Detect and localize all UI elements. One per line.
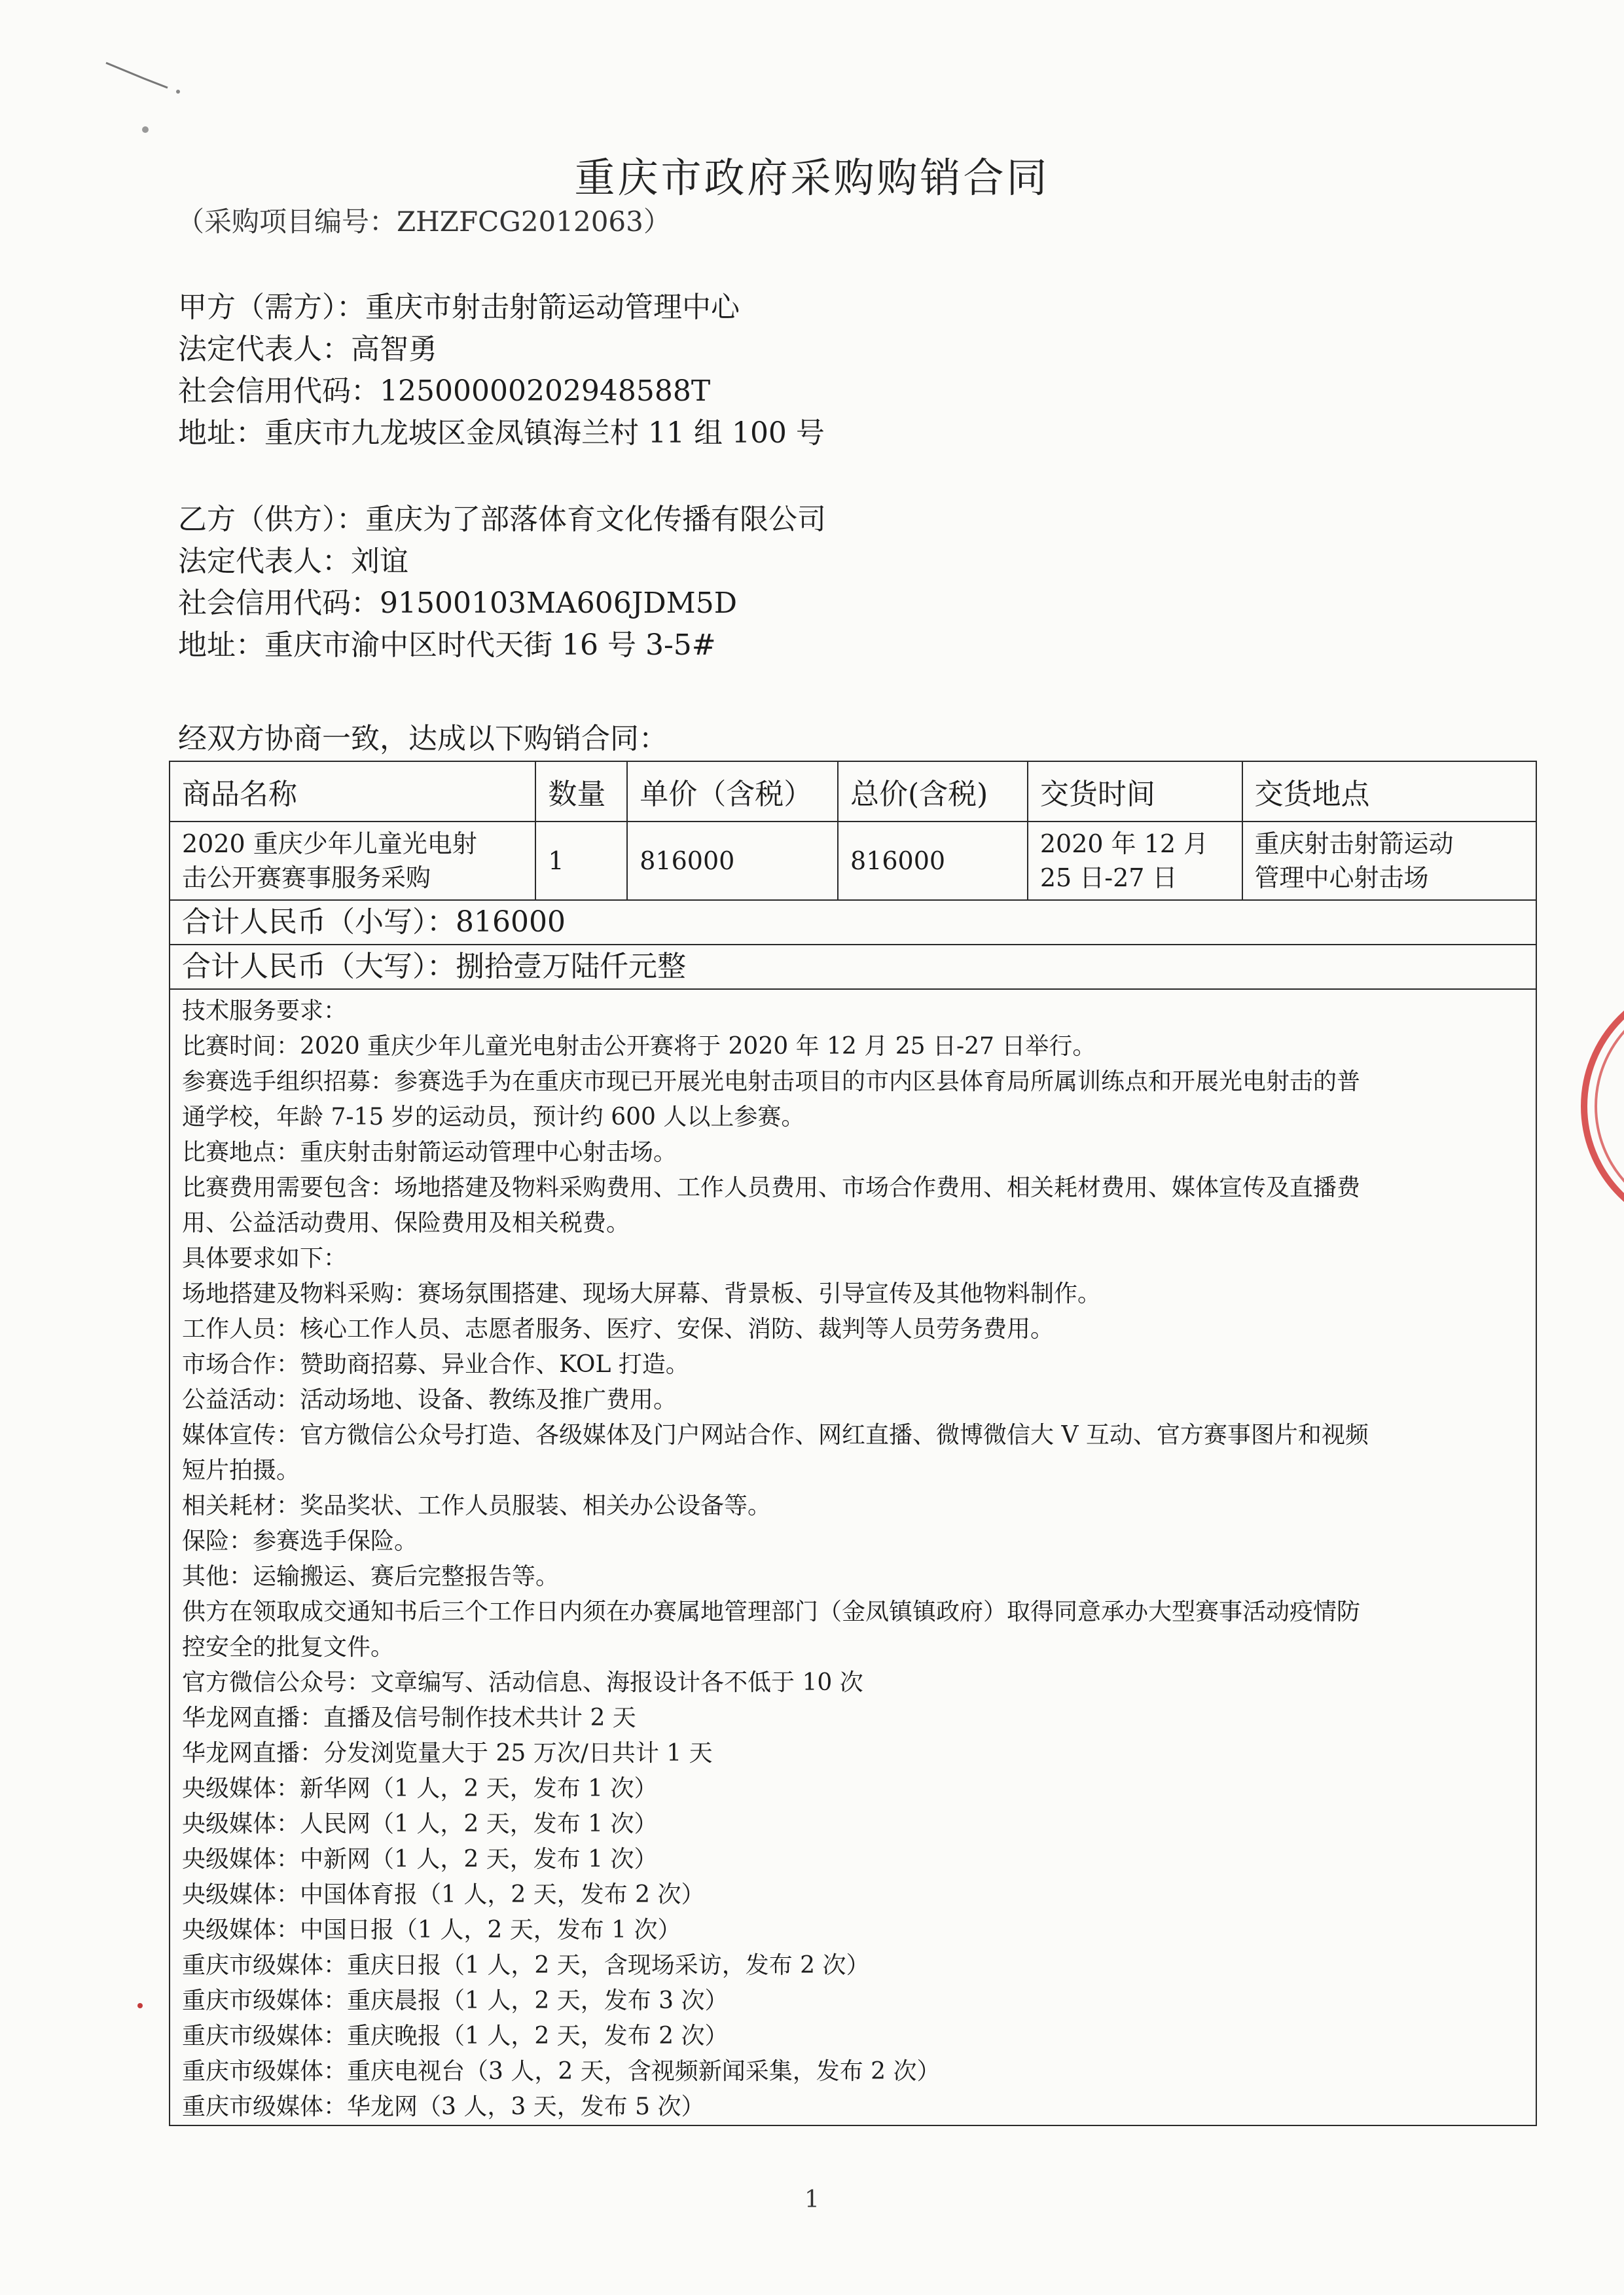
cell-name xyxy=(170,822,535,900)
header-total: 总价(含税) xyxy=(838,761,1028,822)
total-big: 合计人民币（大写）：捌拾壹万陆仟元整 xyxy=(169,945,1537,990)
tech-line: 重庆市级媒体：重庆晨报（1 人，2 天，发布 3 次） xyxy=(182,1987,729,2014)
table-row xyxy=(170,822,1536,900)
agreement-intro: 经双方协商一致，达成以下购销合同： xyxy=(178,722,668,755)
tech-line: 具体要求如下： xyxy=(182,1245,348,1272)
tech-line: 重庆市级媒体：重庆晚报（1 人，2 天，发布 2 次） xyxy=(182,2023,729,2050)
tech-line: 相关耗材：奖品奖状、工作人员服装、相关办公设备等。 xyxy=(182,1492,772,1519)
tech-line: 其他：运输搬运、赛后完整报告等。 xyxy=(182,1563,560,1590)
tech-line: 重庆市级媒体：华龙网（3 人，3 天，发布 5 次） xyxy=(182,2093,705,2120)
cell-time-line2: 25 日-27 日 xyxy=(1039,863,1178,892)
tech-line: 控安全的批复文件。 xyxy=(182,1634,395,1661)
cell-place-line2: 管理中心射击场 xyxy=(1254,863,1429,892)
tech-line: 央级媒体：中新网（1 人，2 天，发布 1 次） xyxy=(182,1846,658,1873)
scan-mark xyxy=(105,59,183,137)
tech-line: 公益活动：活动场地、设备、教练及推广费用。 xyxy=(182,1386,677,1413)
total-small: 合计人民币（小写）：816000 xyxy=(169,901,1537,945)
header-delivery-place: 交货地点 xyxy=(1242,761,1536,822)
cell-unit-price: 816000 xyxy=(627,822,838,900)
header-unit-price: 单价（含税） xyxy=(627,761,838,822)
cell-total: 816000 xyxy=(838,822,1028,900)
cell-delivery-time xyxy=(1028,822,1242,900)
tech-line: 保险：参赛选手保险。 xyxy=(182,1528,418,1555)
party-b-address: 地址：重庆市渝中区时代天街 16 号 3-5# xyxy=(178,628,716,662)
party-a-name: 甲方（需方）：重庆市射击射箭运动管理中心 xyxy=(178,291,740,324)
header-qty: 数量 xyxy=(535,761,627,822)
tech-line: 央级媒体：中国日报（1 人，2 天，发布 1 次） xyxy=(182,1917,681,1943)
tech-line: 重庆市级媒体：重庆电视台（3 人，2 天，含视频新闻采集，发布 2 次） xyxy=(182,2058,941,2085)
party-b-rep: 法定代表人：刘谊 xyxy=(178,545,408,578)
tech-line: 比赛地点：重庆射击射箭运动管理中心射击场。 xyxy=(182,1139,677,1166)
cell-qty: 1 xyxy=(535,822,627,900)
tech-line: 场地搭建及物料采购：赛场氛围搭建、现场大屏幕、背景板、引导宣传及其他物料制作。 xyxy=(182,1280,1102,1307)
tech-line: 央级媒体：中国体育报（1 人，2 天，发布 2 次） xyxy=(182,1881,705,1908)
project-number: （采购项目编号：ZHZFCG2012063） xyxy=(177,206,671,238)
tech-line: 市场合作：赞助商招募、异业合作、KOL 打造。 xyxy=(182,1351,689,1378)
party-b-credit: 社会信用代码：91500103MA606JDM5D xyxy=(178,587,738,620)
page-title: 重庆市政府采购购销合同 xyxy=(574,154,1050,202)
page-number: 1 xyxy=(804,2186,820,2213)
tech-line: 媒体宣传：官方微信公众号打造、各级媒体及门户网站合作、网红直播、微博微信大 V 互动、官方赛事图片和视频 xyxy=(182,1422,1369,1449)
cell-delivery-place xyxy=(1242,822,1536,900)
tech-line: 参赛选手组织招募：参赛选手为在重庆市现已开展光电射击项目的市内区县体育局所属训练点和开展光电射击的普 xyxy=(182,1068,1361,1095)
cell-place-line1: 重庆射击射箭运动 xyxy=(1254,829,1454,858)
tech-line: 通学校，年龄 7-15 岁的运动员，预计约 600 人以上参赛。 xyxy=(182,1104,805,1130)
tech-requirements xyxy=(169,990,1537,2126)
party-b-block xyxy=(178,499,826,666)
tech-line: 官方微信公众号：文章编写、活动信息、海报设计各不低于 10 次 xyxy=(182,1669,863,1696)
tech-line: 工作人员：核心工作人员、志愿者服务、医疗、安保、消防、裁判等人员劳务费用。 xyxy=(182,1316,1055,1343)
tech-line: 技术服务要求： xyxy=(182,998,348,1024)
goods-table xyxy=(169,761,1537,901)
party-b-name: 乙方（供方）：重庆为了部落体育文化传播有限公司 xyxy=(178,503,826,536)
party-a-block xyxy=(178,287,825,454)
cell-name-line1: 2020 重庆少年儿童光电射 xyxy=(182,829,477,858)
tech-line: 比赛时间：2020 重庆少年儿童光电射击公开赛将于 2020 年 12 月 25 日-27 日举行。 xyxy=(182,1033,1096,1060)
cell-name-line2: 击公开赛赛事服务采购 xyxy=(182,863,431,892)
tech-line: 短片拍摄。 xyxy=(182,1457,300,1484)
tech-line: 重庆市级媒体：重庆日报（1 人，2 天，含现场采访，发布 2 次） xyxy=(182,1952,870,1979)
red-dot-mark xyxy=(137,2003,143,2008)
party-a-address: 地址：重庆市九龙坡区金凤镇海兰村 11 组 100 号 xyxy=(178,416,825,450)
tech-line: 华龙网直播：分发浏览量大于 25 万次/日共计 1 天 xyxy=(182,1740,713,1767)
tech-line: 比赛费用需要包含：场地搭建及物料采购费用、工作人员费用、市场合作费用、相关耗材费用、媒体宣传及直播费 xyxy=(182,1174,1361,1201)
cell-time-line1: 2020 年 12 月 xyxy=(1039,829,1209,858)
table-header-row xyxy=(170,761,1536,822)
party-a-credit: 社会信用代码：12500000202948588T xyxy=(178,374,711,408)
tech-line: 华龙网直播：直播及信号制作技术共计 2 天 xyxy=(182,1705,636,1731)
tech-line: 央级媒体：新华网（1 人，2 天，发布 1 次） xyxy=(182,1775,658,1802)
tech-line: 用、公益活动费用、保险费用及相关税费。 xyxy=(182,1210,630,1237)
party-a-rep: 法定代表人：高智勇 xyxy=(178,333,437,366)
red-seal xyxy=(1564,982,1624,1231)
tech-line: 供方在领取成交通知书后三个工作日内须在办赛属地管理部门（金凤镇镇政府）取得同意承办大型赛事活动疫情防 xyxy=(182,1599,1361,1625)
tech-line: 央级媒体：人民网（1 人，2 天，发布 1 次） xyxy=(182,1811,658,1837)
header-delivery-time: 交货时间 xyxy=(1028,761,1242,822)
header-name: 商品名称 xyxy=(170,761,535,822)
